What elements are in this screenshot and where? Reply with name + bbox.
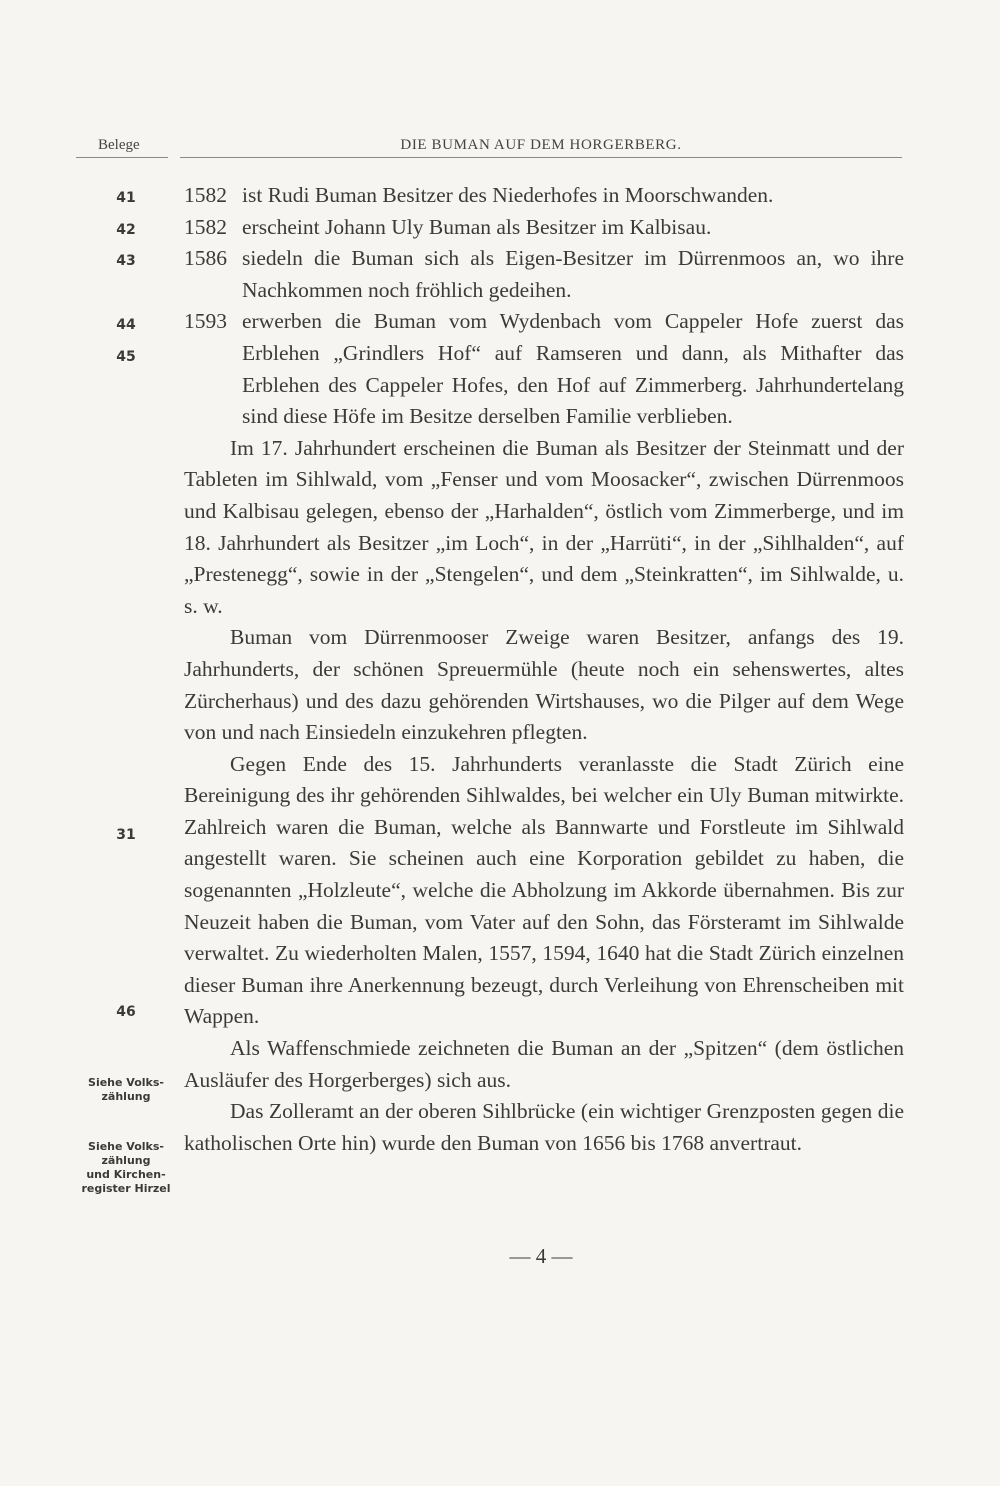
margin-ref: 46 <box>116 1004 136 1020</box>
running-title: DIE BUMAN AUF DEM HORGERBERG. <box>400 137 682 153</box>
margin-note: Siehe Volks- zählung <box>88 1076 164 1103</box>
chronology-entry <box>184 180 904 212</box>
paragraph: Buman vom Dürrenmooser Zweige waren Besitzer, anfangs des 19. Jahrhunderts, der schönen Spreuermühle (heute noch ein sehenswertes, altes Zürcherhaus) und des dazu gehörenden Wirtshauses, wo die Pilger auf dem Wege von und nach Einsiedeln einzukehren pflegten. <box>184 625 904 745</box>
body-text <box>184 180 904 1159</box>
chronology-entry <box>184 212 904 244</box>
margin-ref: 42 <box>116 222 136 238</box>
paragraph: Gegen Ende des 15. Jahrhunderts veranlasste die Stadt Zürich eine Bereinigung des ihr gehörenden Sihlwaldes, bei welcher ein Uly Buman mitwirkte. Zahlreich waren die Buman, welche als Bannwarte und Forstleute im Sihlwald angestellt waren. Sie scheinen auch eine Korporation gebildet zu haben, die sogenannten „Holzleute“, welche die Abholzung im Akkorde übernahmen. Bis zur Neuzeit haben die Buman, vom Vater auf den Sohn, das Försteramt im Sihlwalde verwaltet. Zu wiederholten Malen, 1557, 1594, 1640 hat die Stadt Zürich einzelnen dieser Buman ihre Anerkennung bezeugt, durch Verleihung von Ehrenscheiben mit Wappen. <box>184 751 904 1029</box>
paragraph: Das Zolleramt an der oberen Sihlbrücke (ein wichtiger Grenzposten gegen die katholischen Orte hin) wurde den Buman von 1656 bis 1768 anvertraut. <box>184 1099 904 1155</box>
entry-year: 1582 <box>184 214 227 239</box>
chronology-entry <box>184 243 904 306</box>
margin-ref: 44 <box>116 317 136 333</box>
margin-note: Siehe Volks- zählung und Kirchen- register Hirzel <box>81 1140 171 1195</box>
entry-year: 1582 <box>184 183 227 207</box>
header-rule-left <box>76 157 168 158</box>
margin-header: Belege <box>98 137 140 153</box>
entry-year: 1586 <box>184 246 227 271</box>
entry-text: ist Rudi Buman Besitzer des Niederhofes in Moorschwanden. <box>242 183 774 207</box>
margin-ref: 43 <box>116 253 136 269</box>
chronology-entry <box>184 306 904 432</box>
page-number: — 4 — <box>509 1244 573 1268</box>
paragraph: Im 17. Jahrhundert erscheinen die Buman als Besitzer der Steinmatt und der Tableten im Sihlwald, vom „Fenser und vom Moosacker“, zwischen Dürrenmoos und Kalbisau gelegen, ebenso der „Harhalden“, östlich vom Zimmerberge, und im 18. Jahrhundert als Besitzer „im Loch“, in der „Harrüti“, in der „Sihlhalden“, auf „Prestenegg“, sowie in der „Stengelen“, und dem „Steinkratten“, im Sihlwalde, u. s. w. <box>184 435 904 618</box>
entry-year: 1593 <box>184 309 227 334</box>
margin-ref: 31 <box>116 827 136 843</box>
entry-text: siedeln die Buman sich als Eigen-Besitzer im Dürrenmoos an, wo ihre Nachkommen noch fröhlich gedeihen. <box>242 246 904 302</box>
entry-text: erscheint Johann Uly Buman als Besitzer im Kalbisau. <box>242 214 712 239</box>
paragraph: Als Waffenschmiede zeichneten die Buman an der „Spitzen“ (dem östlichen Ausläufer des Horgerberges) sich aus. <box>184 1036 904 1092</box>
header-rule-right <box>180 157 902 158</box>
margin-ref: 41 <box>116 190 136 206</box>
margin-ref: 45 <box>116 349 136 365</box>
entry-text: erwerben die Buman vom Wydenbach vom Cappeler Hofe zuerst das Erblehen „Grindlers Hof“ auf Ramseren und dann, als Mithafter das Erblehen des Cappeler Hofes, den Hof auf Zimmerberg. Jahrhundertelang sind diese Höfe im Besitze derselben Familie verblieben. <box>242 309 904 429</box>
